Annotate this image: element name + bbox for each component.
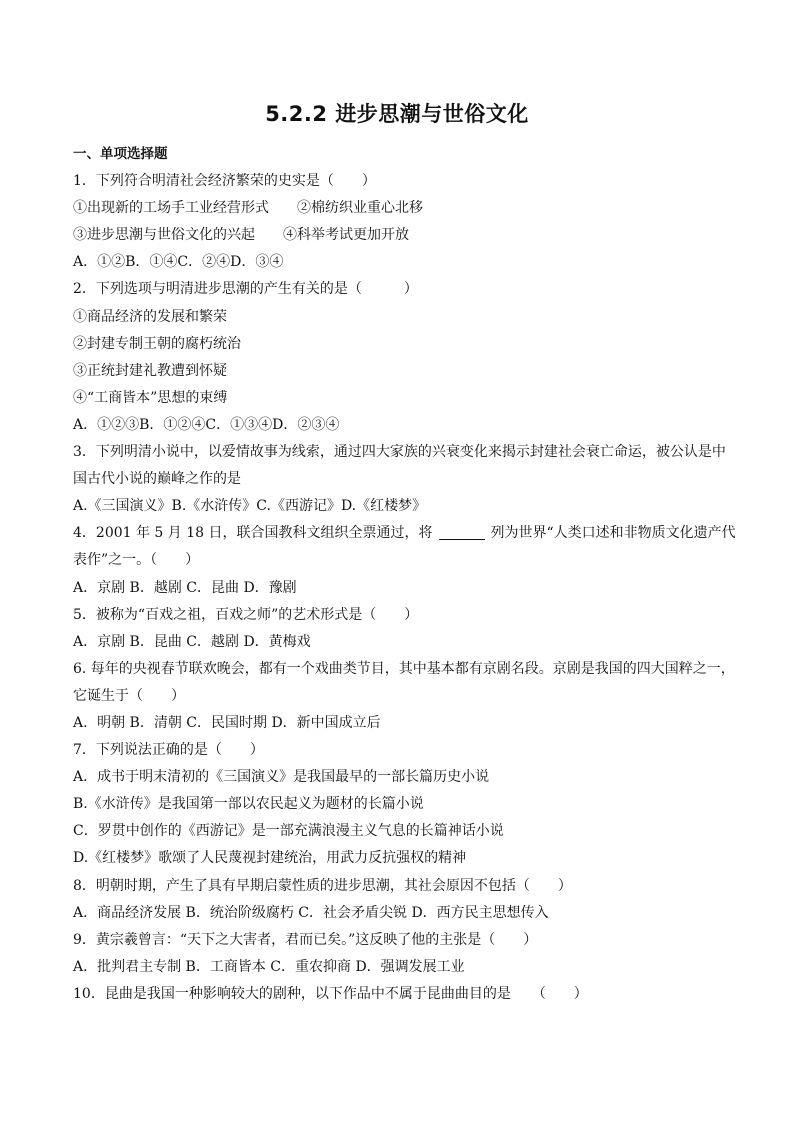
q2-stem: 2．下列选项与明清进步思潮的产生有关的是（ ）	[73, 281, 418, 298]
q9-choices: A．批判君主专制 B．工商皆本 C．重农抑商 D．强调发展工业	[73, 958, 465, 975]
question-list	[73, 141, 736, 1008]
q1-statements-row1	[73, 195, 723, 222]
q2-statement-4: ④“工商皆本”思想的束缚	[73, 389, 228, 406]
q4-stem-part1: 4．2001 年 5 月 18 日，联合国教科文组织全票通过，将	[73, 525, 433, 542]
q4-stem-line2: 表作”之一。（ ）	[73, 552, 200, 569]
q3-stem-line2: 国古代小说的巅峰之作的是	[73, 471, 241, 488]
q2-statement-3: ③正统封建礼教遭到怀疑	[73, 362, 227, 379]
q1-statement-3: ③进步思潮与世俗文化的兴起	[73, 227, 255, 244]
q1-statements-row2	[73, 222, 723, 249]
page-title: 5.2.2 进步思潮与世俗文化	[265, 102, 529, 126]
q4-choices: A．京剧 B．越剧 C．昆曲 D．豫剧	[73, 579, 297, 596]
q3-choices: A.《三国演义》B.《水浒传》C.《西游记》D.《红楼梦》	[73, 498, 427, 515]
q8-choices: A．商品经济发展 B．统治阶级腐朽 C．社会矛盾尖锐 D．西方民主思想传入	[73, 904, 549, 921]
q2-statement-2: ②封建专制王朝的腐朽统治	[73, 335, 241, 352]
q10-stem: 10．昆曲是我国一种影响较大的剧种，以下作品中不属于昆曲曲目的是 （ ）	[73, 985, 588, 1002]
q1-statement-2: ②棉纺织业重心北移	[297, 200, 423, 217]
q2-statement-1: ①商品经济的发展和繁荣	[73, 308, 227, 325]
q3-stem-line1: 3．下列明清小说中，以爱情故事为线索，通过四大家族的兴衰变化来揭示封建社会衰亡命运，被公认是中	[73, 444, 726, 461]
q2-choices: A．①②③B．①②④C．①③④D．②③④	[73, 416, 340, 433]
q5-choices: A．京剧 B．昆曲 C．越剧 D．黄梅戏	[73, 633, 311, 650]
q7-option-b: B.《水浒传》是我国第一部以农民起义为题材的长篇小说	[73, 796, 424, 813]
q8-stem: 8．明朝时期，产生了具有早期启蒙性质的进步思潮，其社会原因不包括（ ）	[73, 877, 572, 894]
q4-stem-line1	[73, 520, 736, 547]
q7-option-d: D.《红楼梦》歌颂了人民蔑视封建统治，用武力反抗强权的精神	[73, 850, 467, 867]
fill-in-blank	[439, 525, 485, 540]
q1-statement-1: ①出现新的工场手工业经营形式	[73, 200, 269, 217]
section-heading: 一、单项选择题	[73, 146, 168, 162]
q5-stem: 5．被称为“百戏之祖，百戏之师”的艺术形式是（ ）	[73, 606, 419, 623]
q1-statement-4: ④科举考试更加开放	[283, 227, 409, 244]
q1-stem: 1．下列符合明清社会经济繁荣的史实是（ ）	[73, 173, 376, 190]
q7-stem: 7．下列说法正确的是（ ）	[73, 742, 264, 759]
q6-stem-line1: 6. 每年的央视春节联欢晚会，都有一个戏曲类节目，其中基本都有京剧名段。京剧是我国的四大国粹之一，	[73, 660, 735, 677]
q6-stem-line2: 它诞生于（ ）	[73, 687, 185, 704]
q6-choices: A．明朝 B．清朝 C．民国时期 D．新中国成立后	[73, 714, 381, 731]
q7-option-a: A．成书于明末清初的《三国演义》是我国最早的一部长篇历史小说	[73, 769, 490, 786]
q4-stem-part2: 列为世界“人类口述和非物质文化遗产代	[490, 525, 736, 542]
q9-stem: 9．黄宗羲曾言：“天下之大害者，君而已矣。”这反映了他的主张是（ ）	[73, 931, 538, 948]
q1-choices: A．①②B．①④C．②④D．③④	[73, 254, 284, 271]
q7-option-c: C．罗贯中创作的《西游记》是一部充满浪漫主义气息的长篇神话小说	[73, 823, 504, 840]
